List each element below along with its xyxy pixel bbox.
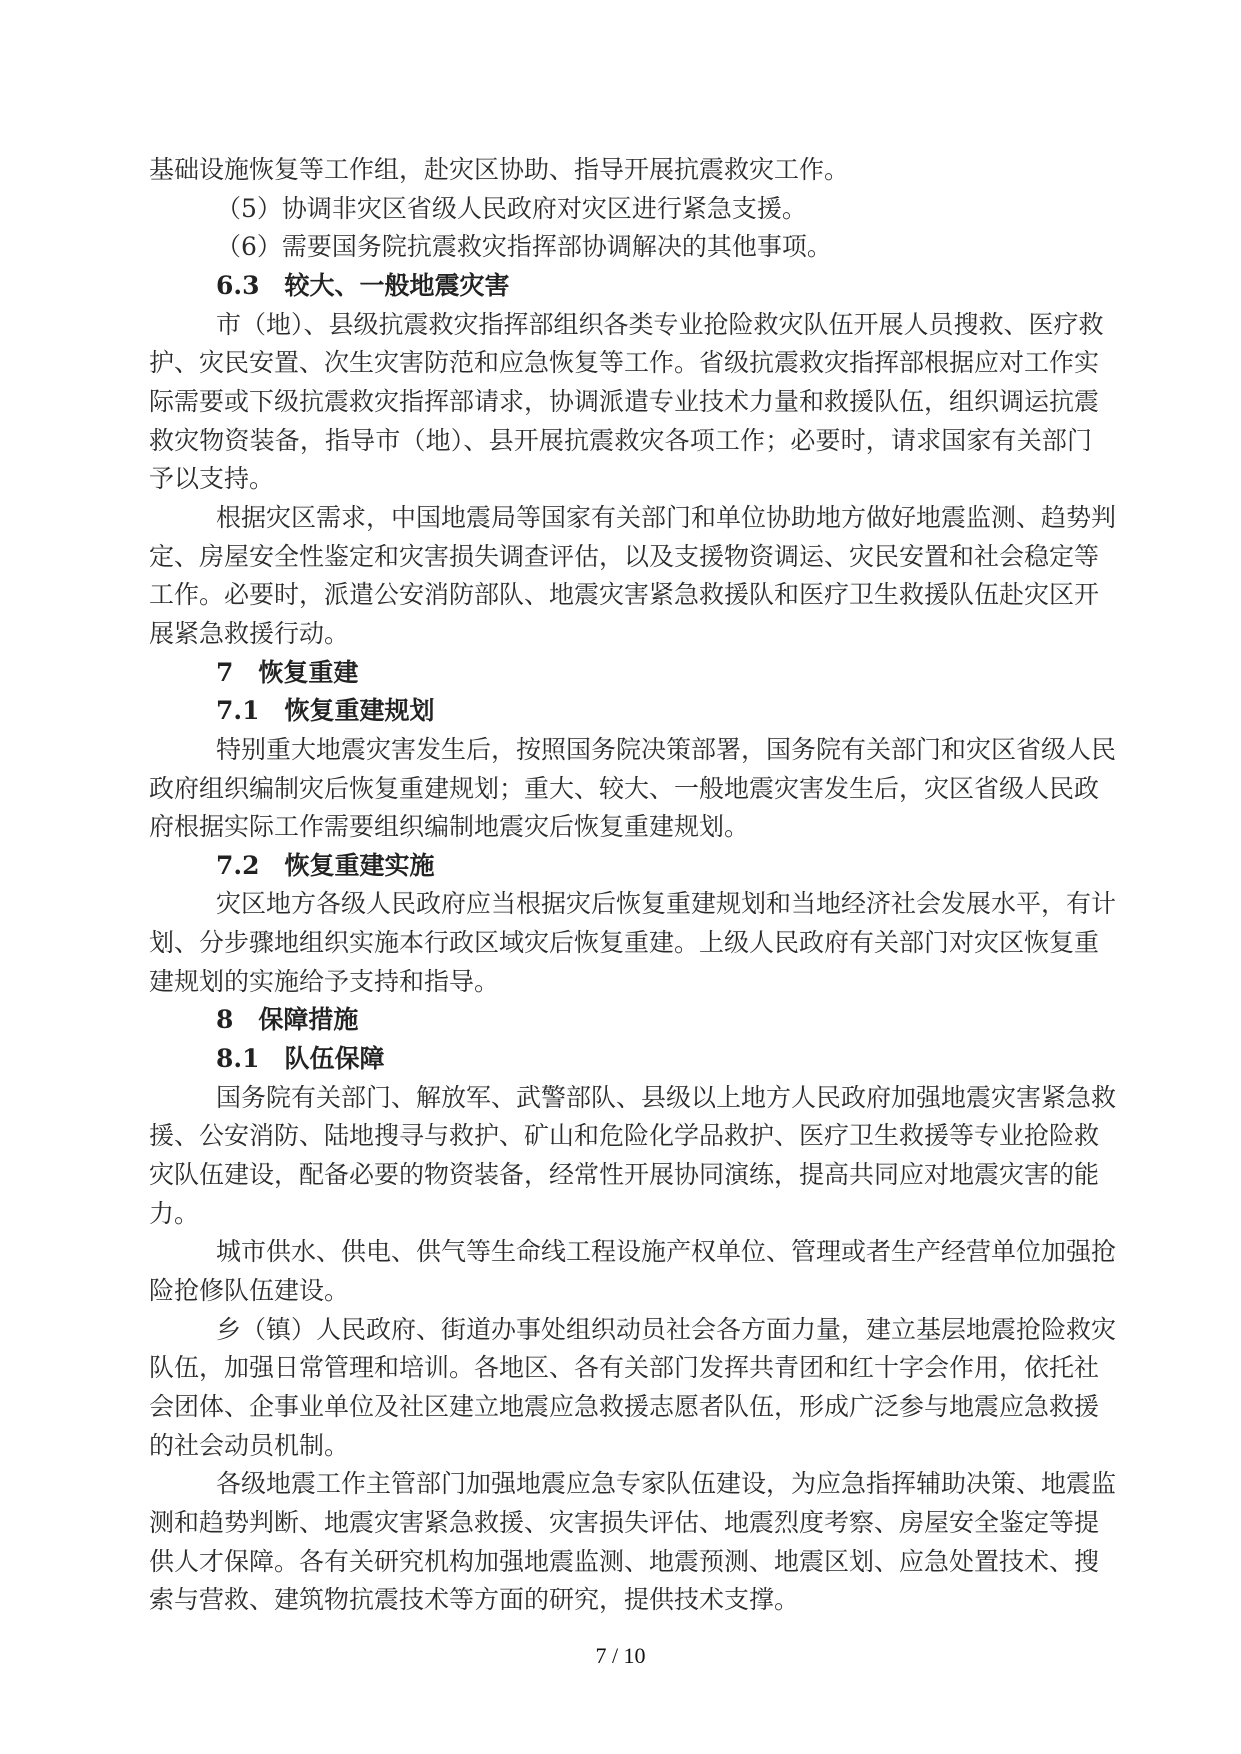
paragraph-line: 建规划的实施给予支持和指导。 (149, 966, 500, 996)
paragraph (149, 190, 1092, 229)
paragraph-line: 政府组织编制灾后恢复重建规划；重大、较大、一般地震灾害发生后，灾区省级人民政 (149, 773, 1100, 803)
paragraph-line: 展紧急救援行动。 (149, 618, 350, 648)
section-heading (149, 1040, 1092, 1079)
heading-text: 7.2 恢复重建实施 (216, 850, 435, 880)
paragraph-line: 力。 (149, 1198, 200, 1228)
paragraph-line: 乡（镇）人民政府、街道办事处组织动员社会各方面力量，建立基层地震抢险救灾 (216, 1314, 1117, 1344)
section-heading (149, 847, 1092, 886)
paragraph-line: 划、分步骤地组织实施本行政区域灾后恢复重建。上级人民政府有关部门对灾区恢复重 (149, 928, 1100, 958)
paragraph-line: 险抢修队伍建设。 (149, 1276, 350, 1306)
paragraph-line: 供人才保障。各有关研究机构加强地震监测、地震预测、地震区划、应急处置技术、搜 (149, 1546, 1100, 1576)
heading-text: 8.1 队伍保障 (216, 1044, 385, 1074)
paragraph-line: 国务院有关部门、解放军、武警部队、县级以上地方人民政府加强地震灾害紧急救 (216, 1082, 1117, 1112)
section-heading (149, 692, 1092, 731)
paragraph-line: （5）协调非灾区省级人民政府对灾区进行紧急支援。 (216, 193, 807, 223)
paragraph-line: 灾队伍建设，配备必要的物资装备，经常性开展协同演练，提高共同应对地震灾害的能 (149, 1160, 1100, 1190)
heading-text: 6.3 较大、一般地震灾害 (216, 270, 510, 300)
paragraph (149, 1079, 1117, 1234)
paragraph (149, 306, 1104, 499)
heading-text: 7 恢复重建 (216, 657, 359, 687)
paragraph-line: 索与营救、建筑物抗震技术等方面的研究，提供技术支撑。 (149, 1585, 800, 1615)
paragraph (149, 1465, 1117, 1620)
section-heading (149, 654, 1092, 693)
paragraph-line: 府根据实际工作需要组织编制地震灾后恢复重建规划。 (149, 812, 750, 842)
paragraph (149, 151, 1092, 190)
section-heading (149, 1001, 1092, 1040)
paragraph-line: 的社会动员机制。 (149, 1430, 350, 1460)
paragraph (149, 499, 1117, 654)
paragraph (149, 228, 1092, 267)
paragraph-line: 基础设施恢复等工作组，赴灾区协助、指导开展抗震救灾工作。 (149, 155, 850, 184)
paragraph-line: 根据灾区需求，中国地震局等国家有关部门和单位协助地方做好地震监测、趋势判 (216, 502, 1117, 532)
paragraph (149, 885, 1117, 1001)
paragraph (149, 731, 1117, 847)
paragraph-line: 予以支持。 (149, 464, 275, 494)
paragraph-line: 护、灾民安置、次生灾害防范和应急恢复等工作。省级抗震救灾指挥部根据应对工作实 (149, 348, 1100, 378)
paragraph-line: 灾区地方各级人民政府应当根据灾后恢复重建规划和当地经济社会发展水平，有计 (216, 889, 1117, 919)
section-heading (149, 267, 1092, 306)
paragraph-line: （6）需要国务院抗震救灾指挥部协调解决的其他事项。 (216, 232, 832, 262)
paragraph-line: 定、房屋安全性鉴定和灾害损失调查评估，以及支援物资调运、灾民安置和社会稳定等 (149, 541, 1100, 571)
heading-text: 8 保障措施 (216, 1005, 359, 1035)
paragraph-line: 救灾物资装备，指导市（地）、县开展抗震救灾各项工作；必要时，请求国家有关部门 (149, 425, 1092, 455)
paragraph-line: 队伍，加强日常管理和培训。各地区、各有关部门发挥共青团和红十字会作用，依托社 (149, 1353, 1100, 1383)
paragraph-line: 会团体、企事业单位及社区建立地震应急救援志愿者队伍，形成广泛参与地震应急救援 (149, 1392, 1100, 1421)
paragraph-line: 工作。必要时，派遣公安消防部队、地震灾害紧急救援队和医疗卫生救援队伍赴灾区开 (149, 580, 1100, 610)
paragraph-line: 际需要或下级抗震救灾指挥部请求，协调派遣专业技术力量和救援队伍，组织调运抗震 (149, 386, 1100, 416)
document-body (149, 151, 1117, 1620)
paragraph-line: 市（地）、县级抗震救灾指挥部组织各类专业抢险救灾队伍开展人员搜救、医疗救 (216, 309, 1104, 339)
paragraph-line: 特别重大地震灾害发生后，按照国务院决策部署，国务院有关部门和灾区省级人民 (216, 734, 1117, 764)
paragraph-line: 城市供水、供电、供气等生命线工程设施产权单位、管理或者生产经营单位加强抢 (216, 1237, 1117, 1267)
heading-text: 7.1 恢复重建规划 (216, 696, 435, 726)
paragraph (149, 1233, 1117, 1310)
paragraph-line: 测和趋势判断、地震灾害紧急救援、灾害损失评估、地震烈度考察、房屋安全鉴定等提 (149, 1507, 1100, 1537)
paragraph-line: 援、公安消防、陆地搜寻与救护、矿山和危险化学品救护、医疗卫生救援等专业抢险救 (149, 1121, 1100, 1151)
page-number: 7 / 10 (595, 1643, 646, 1668)
paragraph-line: 各级地震工作主管部门加强地震应急专家队伍建设，为应急指挥辅助决策、地震监 (216, 1469, 1117, 1499)
paragraph (149, 1311, 1117, 1466)
